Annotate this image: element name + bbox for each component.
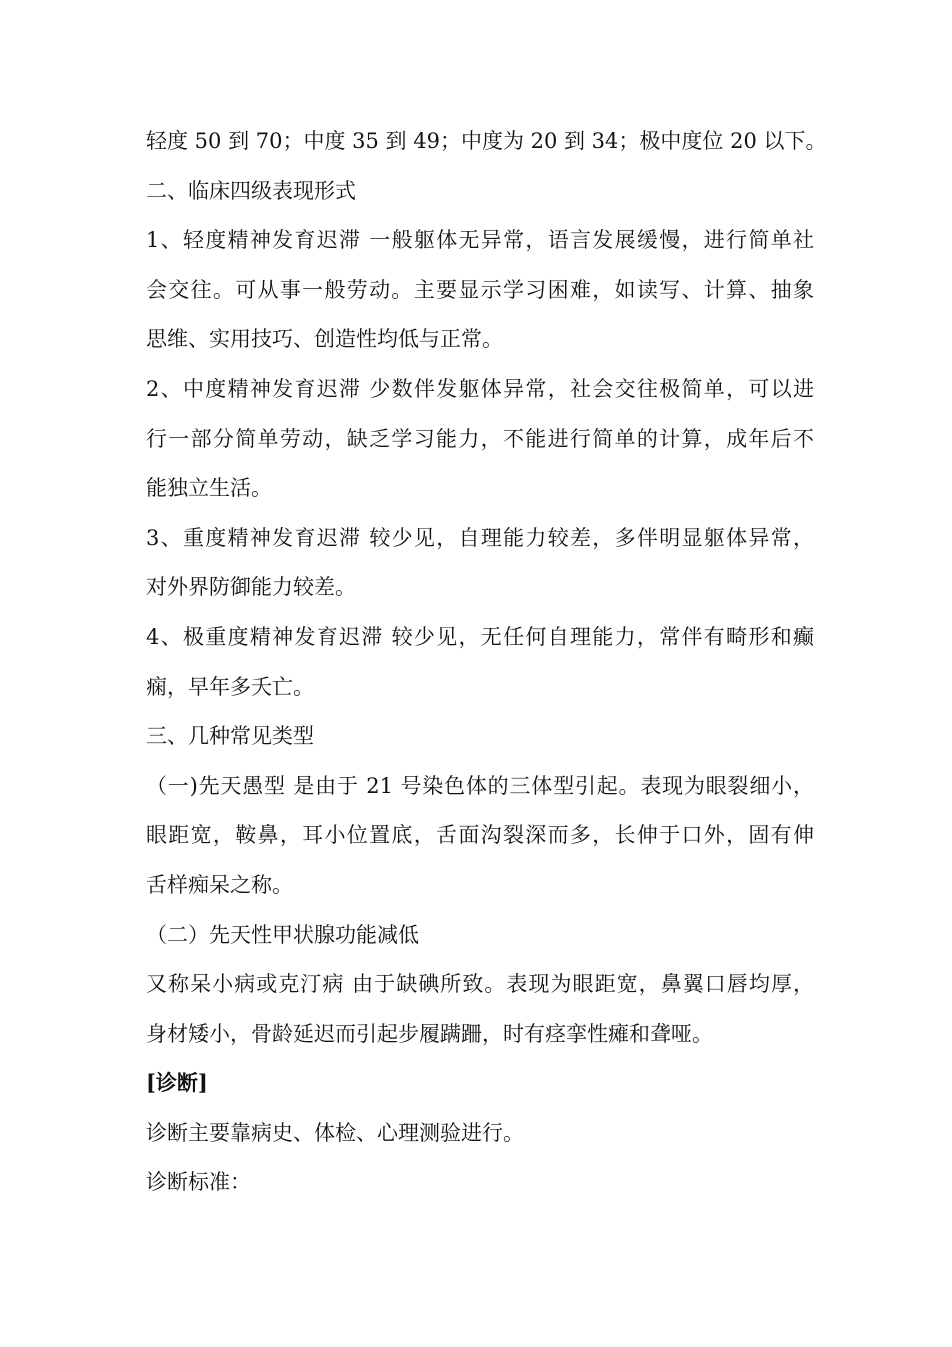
paragraph-line: 4、极重度精神发育迟滞 较少见，无任何自理能力，常伴有畸形和癫 <box>146 624 814 649</box>
paragraph-line: 舌样痴呆之称。 <box>146 872 293 897</box>
paragraph-line: 诊断主要靠病史、体检、心理测验进行。 <box>146 1120 524 1145</box>
paragraph-line: 1、轻度精神发育迟滞 一般躯体无异常，语言发展缓慢，进行简单社 <box>146 228 814 253</box>
paragraph-line: 痫，早年多夭亡。 <box>146 674 314 699</box>
subsection-heading: （二）先天性甲状腺功能减低 <box>146 922 419 947</box>
paragraph-line: 行一部分简单劳动，缺乏学习能力，不能进行简单的计算，成年后不 <box>146 426 814 451</box>
paragraph-line: 诊断标准： <box>146 1170 251 1195</box>
paragraph-line: 2、中度精神发育迟滞 少数伴发躯体异常，社会交往极简单，可以进 <box>146 376 814 401</box>
paragraph-line: （一)先天愚型 是由于 21 号染色体的三体型引起。表现为眼裂细小， <box>146 773 814 798</box>
paragraph-line: 对外界防御能力较差。 <box>146 575 356 600</box>
document-page <box>146 121 827 1212</box>
paragraph-line: 轻度 50 到 70；中度 35 到 49；中度为 20 到 34；极中度位 20 以下。 <box>146 129 827 153</box>
paragraph-line: 会交往。可从事一般劳动。主要显示学习困难，如读写、计算、抽象 <box>146 277 814 302</box>
paragraph-line: 又称呆小病或克汀病 由于缺碘所致。表现为眼距宽，鼻翼口唇均厚， <box>146 972 814 997</box>
section-heading: 二、临床四级表现形式 <box>146 178 356 203</box>
diagnosis-heading: [诊断] <box>146 1070 208 1096</box>
paragraph-line: 身材矮小，骨龄延迟而引起步履蹒跚，时有痉挛性瘫和聋哑。 <box>146 1021 713 1046</box>
paragraph-line: 3、重度精神发育迟滞 较少见，自理能力较差，多伴明显躯体异常， <box>146 525 814 550</box>
paragraph-line: 能独立生活。 <box>146 476 272 501</box>
paragraph-line: 眼距宽，鞍鼻，耳小位置底，舌面沟裂深而多，长伸于口外，固有伸 <box>146 823 814 848</box>
section-heading: 三、几种常见类型 <box>146 724 314 749</box>
paragraph-line: 思维、实用技巧、创造性均低与正常。 <box>146 327 503 352</box>
